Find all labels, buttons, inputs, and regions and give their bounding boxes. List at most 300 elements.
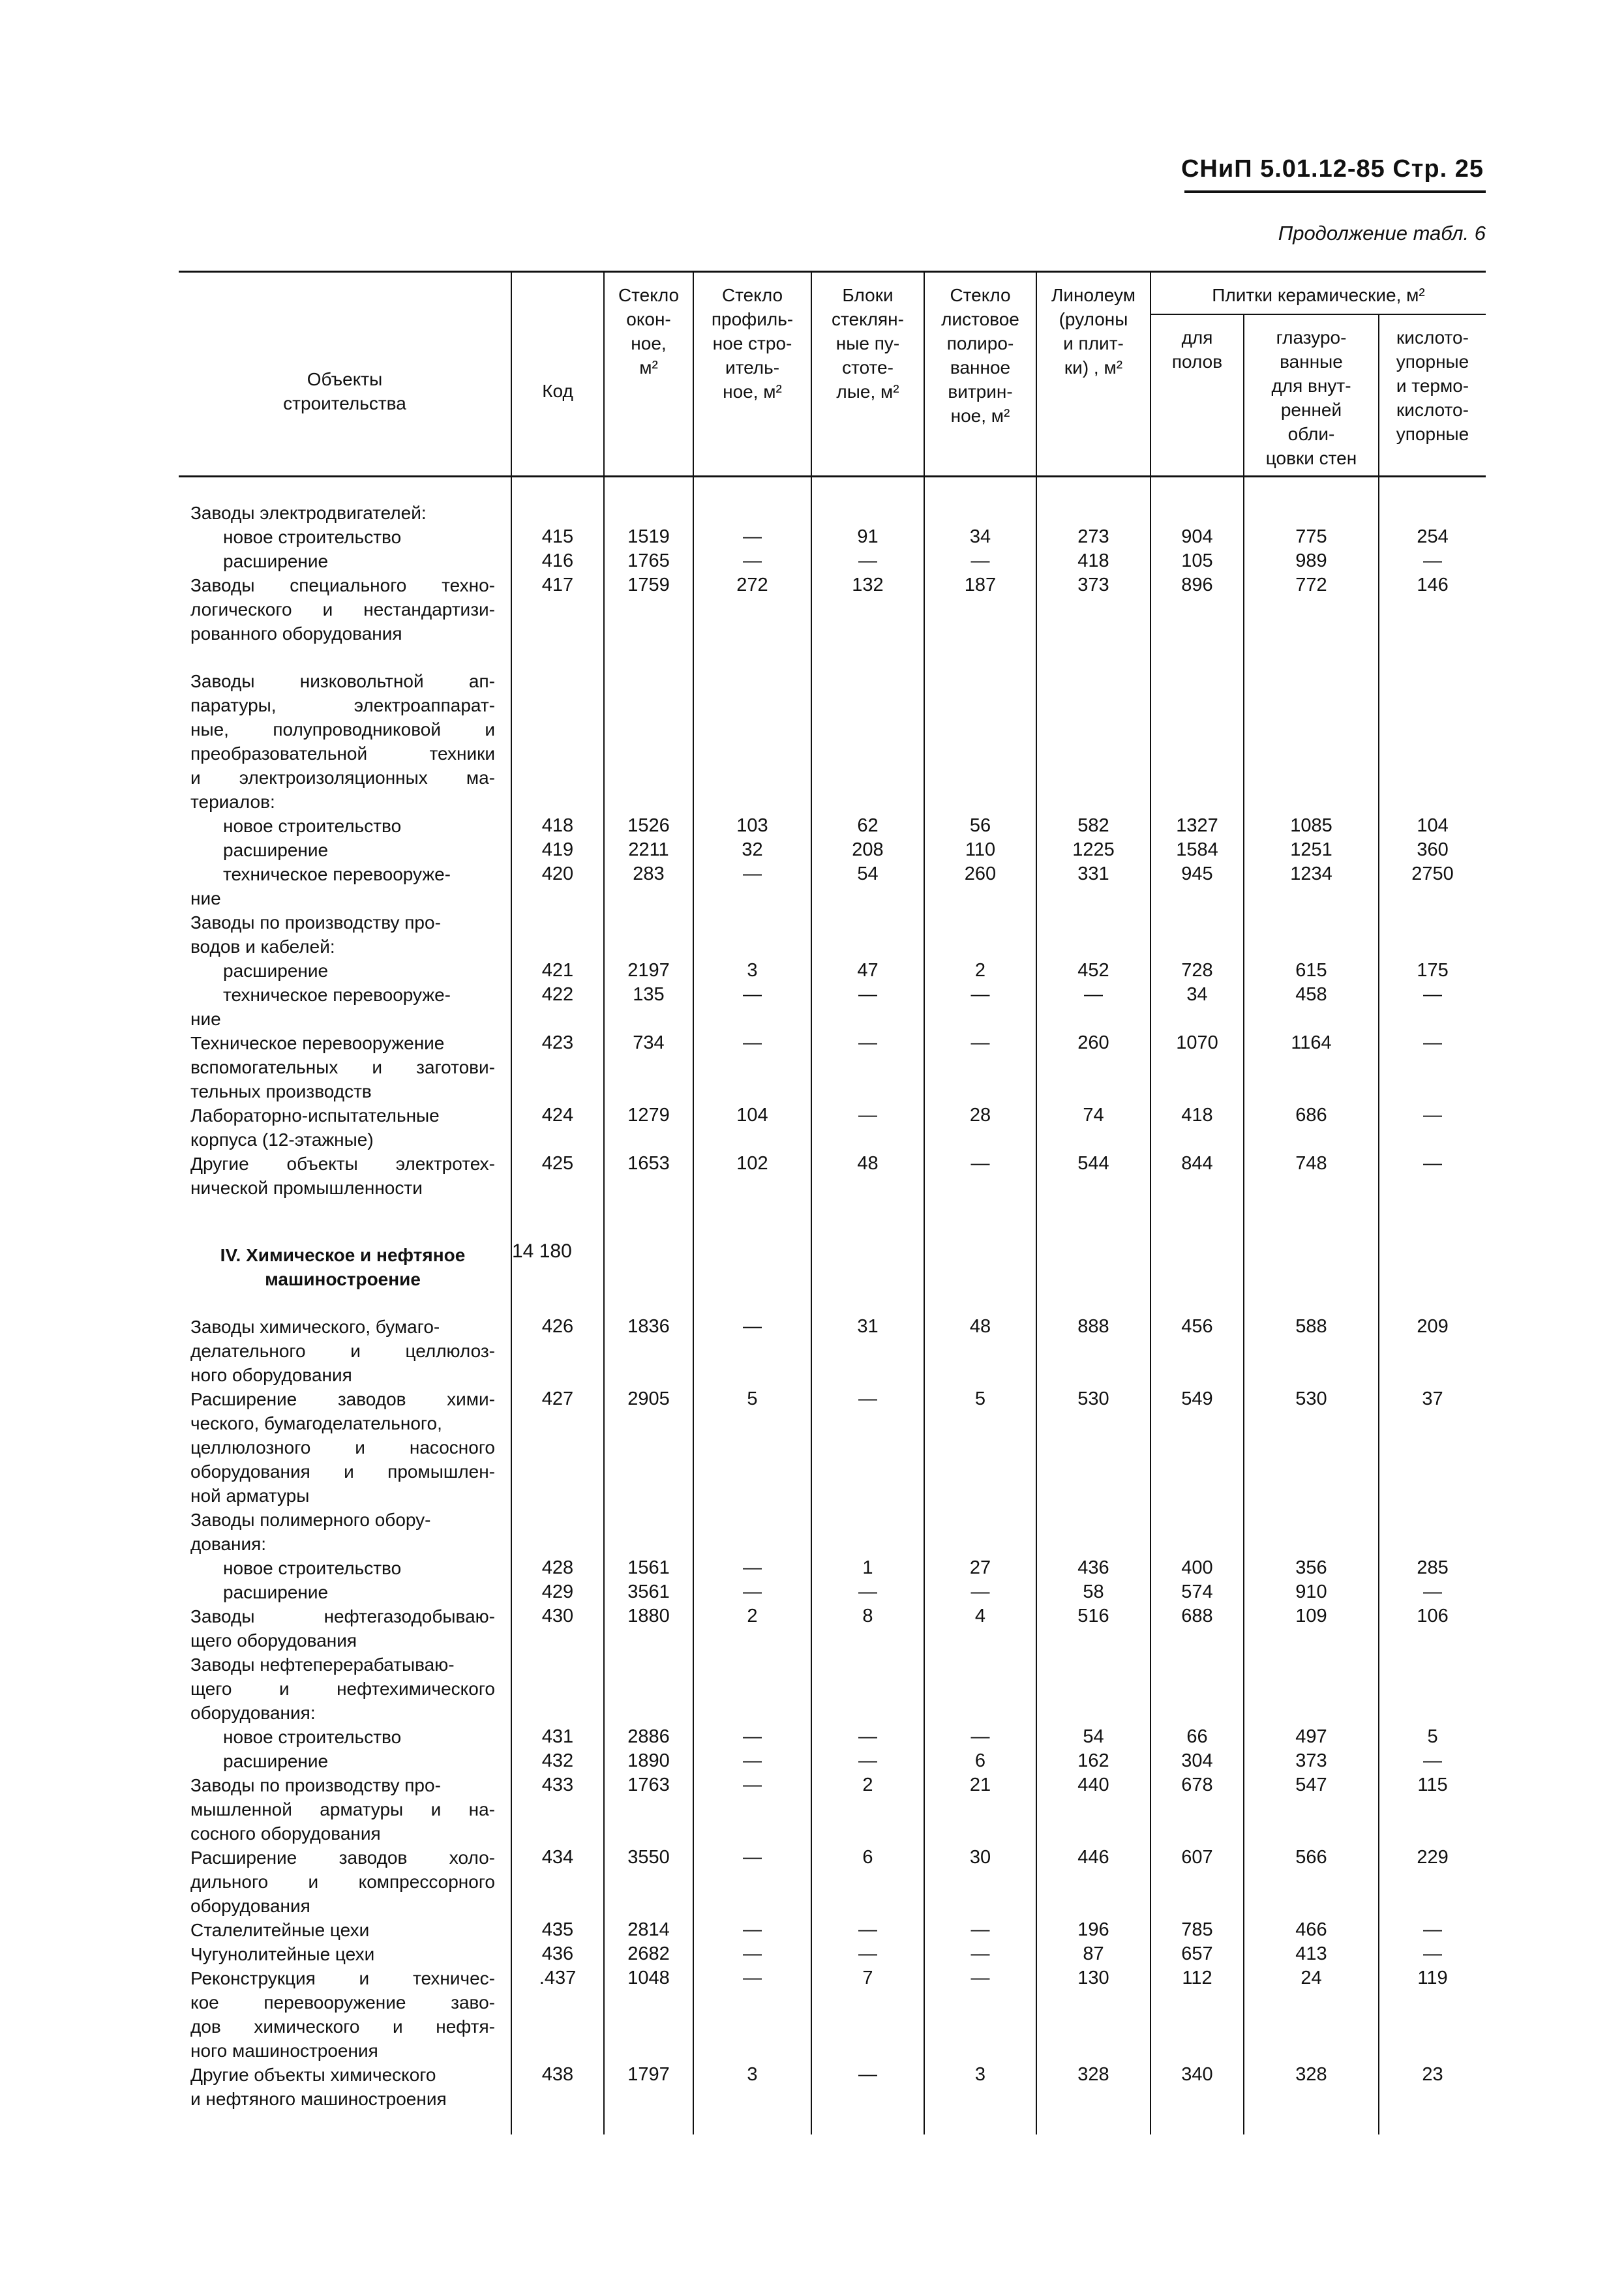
tiles-glazed-value: [1251, 910, 1372, 935]
object-name-line: ные, полупроводниковой и: [190, 719, 495, 740]
object-name-line: делательного и целлюлоз-: [190, 1341, 495, 1361]
glass-window-value: 2905: [627, 1388, 670, 1409]
tiles-floor-cell: [1150, 910, 1244, 1031]
object-name-line: ной арматуры: [190, 1486, 310, 1506]
code-cell: [511, 1918, 604, 1966]
tiles-acid-value: 285: [1417, 1557, 1449, 1578]
materials-table: [179, 271, 1486, 2134]
glass-sheet-value: 6: [974, 1750, 986, 1771]
glass-sheet-value: [931, 693, 1029, 717]
glass-sheet-cell: [924, 910, 1036, 1031]
column-header-linoleum: Линолеум (рулоны и плит- ки) , м²: [1036, 272, 1150, 477]
glass-profile-value: [700, 741, 804, 766]
tiles-glazed-value: 328: [1295, 2064, 1327, 2085]
tiles-floor-value: [1158, 1653, 1237, 1677]
tiles-acid-value: 2750: [1411, 863, 1454, 884]
tiles-acid-value: 209: [1417, 1316, 1449, 1337]
tiles-glazed-cell: [1244, 1604, 1379, 1653]
object-name-line: новое строительство: [223, 1727, 402, 1747]
glass-profile-value: —: [743, 984, 762, 1005]
object-name-cell: [179, 1653, 511, 1773]
glass-window-cell: [604, 1152, 693, 1200]
column-header-objects: Объекты строительства: [179, 272, 511, 477]
linoleum-value: [1044, 717, 1143, 741]
glass-sheet-value: 260: [964, 863, 997, 884]
column-header-glass-window: Стекло окон- ное, м²: [604, 272, 693, 477]
tiles-floor-value: [1158, 790, 1237, 814]
linoleum-value: 1225: [1072, 839, 1115, 860]
glass-blocks-value: 6: [862, 1847, 873, 1868]
linoleum-value: 452: [1077, 960, 1109, 981]
tiles-acid-value: 254: [1417, 526, 1449, 547]
code-cell: [511, 1773, 604, 1846]
tiles-floor-cell: [1150, 1103, 1244, 1152]
glass-sheet-value: [931, 741, 1029, 766]
glass-sheet-value: [931, 669, 1029, 693]
spacer-cell: [811, 1291, 924, 1315]
linoleum-value: 418: [1077, 550, 1109, 571]
linoleum-value: 87: [1083, 1943, 1104, 1964]
spacer-cell: [1036, 646, 1150, 669]
object-name-cell: [179, 910, 511, 1031]
code-cell: [511, 1653, 604, 1773]
spacer-cell: [1036, 1200, 1150, 1239]
tiles-floor-value: [1158, 669, 1237, 693]
tiles-acid-cell: [1379, 1918, 1486, 1966]
glass-profile-value: [700, 935, 804, 959]
glass-window-value: 2814: [627, 1919, 670, 1940]
spacer-cell: [1379, 2111, 1486, 2134]
object-name-line: оборудования:: [190, 1703, 316, 1723]
linoleum-value: 331: [1077, 863, 1109, 884]
object-name-line: щего оборудования: [190, 1630, 357, 1651]
glass-blocks-value: 2: [862, 1774, 873, 1795]
tiles-acid-value: 360: [1417, 839, 1449, 860]
object-name-line: оборудования: [190, 1896, 310, 1916]
empty-cell: [1036, 1239, 1150, 1291]
spacer-cell: [604, 477, 693, 502]
tiles-floor-value: 34: [1186, 984, 1208, 1005]
glass-blocks-cell: [811, 1604, 924, 1653]
spacer-cell: [1244, 1291, 1379, 1315]
tiles-acid-cell: [1379, 1152, 1486, 1200]
glass-blocks-value: —: [858, 1726, 877, 1747]
spacer-cell: [1244, 2111, 1379, 2134]
code-value: 432: [541, 1750, 574, 1771]
spacer-cell: [1244, 646, 1379, 669]
code-value: 425: [541, 1153, 574, 1174]
glass-blocks-cell: [811, 1387, 924, 1508]
tiles-floor-value: 607: [1181, 1847, 1213, 1868]
tiles-glazed-cell: [1244, 501, 1379, 646]
tiles-acid-value: [1386, 669, 1479, 693]
glass-blocks-cell: [811, 669, 924, 910]
linoleum-value: 58: [1083, 1581, 1104, 1602]
linoleum-cell: [1036, 1103, 1150, 1152]
glass-window-value: [611, 935, 686, 959]
object-name-cell: [179, 1103, 511, 1152]
glass-window-value: 2886: [627, 1726, 670, 1747]
object-name-cell: [179, 2063, 511, 2111]
glass-window-value: 1765: [627, 550, 670, 571]
glass-profile-value: 2: [747, 1606, 758, 1626]
glass-profile-value: —: [743, 1032, 762, 1053]
linoleum-value: [1044, 1701, 1143, 1725]
tiles-acid-value: [1386, 717, 1479, 741]
glass-sheet-value: [931, 766, 1029, 790]
linoleum-cell: [1036, 910, 1150, 1031]
tiles-floor-value: [1158, 935, 1237, 959]
glass-blocks-cell: [811, 1152, 924, 1200]
object-name-cell: [179, 1918, 511, 1966]
code-cell: [511, 669, 604, 910]
table-row: [179, 2063, 1486, 2111]
table-row: [179, 1508, 1486, 1604]
spacer-row: [179, 477, 1486, 502]
glass-sheet-cell: [924, 1773, 1036, 1846]
glass-profile-cell: [693, 1966, 811, 2063]
tiles-floor-value: 304: [1181, 1750, 1213, 1771]
table-row: [179, 669, 1486, 910]
glass-window-value: 283: [633, 863, 665, 884]
glass-sheet-value: [931, 501, 1029, 525]
tiles-glazed-value: [1251, 669, 1372, 693]
spacer-cell: [604, 1200, 693, 1239]
glass-profile-value: —: [743, 1968, 762, 1988]
tiles-floor-value: 1327: [1176, 815, 1218, 836]
linoleum-cell: [1036, 1315, 1150, 1387]
code-cell: [511, 1031, 604, 1103]
linoleum-value: [1044, 935, 1143, 959]
object-name-cell: [179, 1846, 511, 1918]
glass-profile-cell: [693, 1315, 811, 1387]
glass-sheet-value: [931, 935, 1029, 959]
glass-blocks-cell: [811, 2063, 924, 2111]
tiles-glazed-value: 588: [1295, 1316, 1327, 1337]
tiles-floor-value: 728: [1181, 960, 1213, 981]
linoleum-value: [1044, 790, 1143, 814]
empty-cell: [1244, 1239, 1379, 1291]
glass-window-value: 2211: [628, 839, 669, 860]
glass-blocks-value: —: [858, 1032, 877, 1053]
object-name-line: Заводы электродвигателей:: [190, 503, 427, 523]
code-value: 421: [541, 960, 574, 981]
glass-blocks-value: 62: [857, 815, 879, 836]
tiles-acid-value: [1386, 935, 1479, 959]
code-cell: [511, 1966, 604, 2063]
spacer-cell: [179, 646, 511, 669]
glass-sheet-cell: [924, 2063, 1036, 2111]
tiles-acid-value: —: [1423, 1105, 1442, 1126]
glass-sheet-value: —: [970, 1919, 990, 1940]
glass-sheet-cell: [924, 501, 1036, 646]
linoleum-value: 516: [1077, 1606, 1109, 1626]
glass-profile-value: [700, 501, 804, 525]
object-name-line: дильного и компрессорного: [190, 1872, 495, 1892]
code-cell: [511, 1315, 604, 1387]
tiles-acid-value: [1386, 1677, 1479, 1701]
object-name-line: расширение: [223, 1751, 329, 1771]
tiles-glazed-cell: [1244, 2063, 1379, 2111]
glass-sheet-value: 21: [969, 1774, 991, 1795]
glass-sheet-value: 34: [969, 526, 991, 547]
glass-profile-cell: [693, 1031, 811, 1103]
tiles-floor-value: 400: [1181, 1557, 1213, 1578]
glass-sheet-value: 5: [974, 1388, 986, 1409]
tiles-floor-value: 1584: [1176, 839, 1218, 860]
glass-window-value: 1653: [627, 1153, 670, 1174]
glass-blocks-value: 91: [857, 526, 879, 547]
glass-window-cell: [604, 1031, 693, 1103]
tiles-floor-value: 105: [1181, 550, 1213, 571]
spacer-cell: [511, 1200, 604, 1239]
glass-blocks-value: [819, 935, 917, 959]
table-row: [179, 1773, 1486, 1846]
tiles-floor-value: 688: [1181, 1606, 1213, 1626]
glass-window-value: [611, 1701, 686, 1725]
tiles-acid-value: [1386, 693, 1479, 717]
code-value: [519, 693, 597, 717]
object-name-cell: [179, 1604, 511, 1653]
glass-blocks-value: —: [858, 1943, 877, 1964]
linoleum-cell: [1036, 1966, 1150, 2063]
tiles-glazed-cell: [1244, 1387, 1379, 1508]
tiles-acid-value: 23: [1422, 2064, 1443, 2085]
spacer-row: [179, 2111, 1486, 2134]
spacer-cell: [924, 646, 1036, 669]
tiles-floor-value: 904: [1181, 526, 1213, 547]
tiles-floor-value: 112: [1182, 1968, 1212, 1988]
object-name-line: и электроизоляционных ма-: [190, 768, 495, 788]
object-name-line: Другие объекты химического: [190, 2065, 436, 2085]
linoleum-value: [1044, 1677, 1143, 1701]
linoleum-value: [1044, 1653, 1143, 1677]
glass-sheet-cell: [924, 1031, 1036, 1103]
tiles-acid-value: [1386, 910, 1479, 935]
tiles-floor-cell: [1150, 501, 1244, 646]
glass-blocks-value: —: [858, 1388, 877, 1409]
glass-profile-value: 3: [747, 2064, 758, 2085]
glass-blocks-cell: [811, 1918, 924, 1966]
linoleum-value: 436: [1077, 1557, 1109, 1578]
glass-window-cell: [604, 1604, 693, 1653]
object-name-cell: [179, 1315, 511, 1387]
glass-blocks-value: [819, 790, 917, 814]
glass-blocks-value: —: [858, 984, 877, 1005]
column-header-glass-blocks: Блоки стеклян- ные пу- стоте- лые, м²: [811, 272, 924, 477]
object-name-line: ческого, бумагоделательного,: [190, 1413, 442, 1433]
glass-profile-value: —: [743, 1847, 762, 1868]
object-name-line: Лабораторно-испытательные: [190, 1105, 440, 1126]
linoleum-value: 162: [1077, 1750, 1109, 1771]
tiles-acid-value: —: [1423, 1919, 1442, 1940]
code-cell: [511, 1387, 604, 1508]
glass-window-cell: [604, 910, 693, 1031]
spacer-row: [179, 1291, 1486, 1315]
tiles-acid-value: —: [1423, 550, 1442, 571]
glass-window-value: 1526: [627, 815, 670, 836]
glass-profile-cell: [693, 1918, 811, 1966]
glass-blocks-value: —: [858, 2064, 877, 2085]
glass-profile-value: 32: [742, 839, 763, 860]
object-name-line: Заводы по производству про-: [190, 912, 441, 933]
object-name-line: Расширение заводов хими-: [190, 1389, 495, 1409]
glass-profile-value: [700, 669, 804, 693]
tiles-acid-value: 106: [1417, 1606, 1449, 1626]
empty-cell: [1379, 1239, 1486, 1291]
tiles-floor-value: [1158, 766, 1237, 790]
glass-window-cell: [604, 1315, 693, 1387]
tiles-acid-value: —: [1423, 1943, 1442, 1964]
object-name-cell: [179, 1387, 511, 1508]
glass-sheet-value: —: [970, 1153, 990, 1174]
linoleum-value: [1044, 910, 1143, 935]
spacer-cell: [693, 477, 811, 502]
code-cell: [511, 1846, 604, 1918]
object-name-line: Заводы низковольтной ап-: [190, 671, 495, 691]
tiles-glazed-value: 772: [1295, 575, 1327, 595]
glass-sheet-value: [931, 717, 1029, 741]
code-cell: [511, 501, 604, 646]
tiles-glazed-cell: [1244, 1152, 1379, 1200]
code-value: [519, 1532, 597, 1556]
tiles-floor-value: 657: [1181, 1943, 1213, 1964]
tiles-glazed-cell: [1244, 669, 1379, 910]
glass-blocks-value: [819, 1677, 917, 1701]
linoleum-value: 260: [1077, 1032, 1109, 1053]
spacer-cell: [924, 2111, 1036, 2134]
linoleum-cell: [1036, 669, 1150, 910]
glass-profile-value: 102: [736, 1153, 768, 1174]
glass-window-cell: [604, 1966, 693, 2063]
tiles-floor-value: [1158, 1508, 1237, 1532]
spacer-row: [179, 1200, 1486, 1239]
glass-sheet-cell: [924, 1315, 1036, 1387]
code-cell: [511, 1604, 604, 1653]
glass-profile-value: —: [743, 1774, 762, 1795]
tiles-floor-cell: [1150, 1966, 1244, 2063]
glass-blocks-value: [819, 1701, 917, 1725]
code-value: [519, 766, 597, 790]
glass-profile-value: [700, 1701, 804, 1725]
object-name-line: техническое перевооруже-: [223, 864, 451, 884]
glass-window-value: [611, 910, 686, 935]
spacer-cell: [1150, 477, 1244, 502]
glass-blocks-cell: [811, 1846, 924, 1918]
object-name-line: Реконструкция и техничес-: [190, 1968, 495, 1988]
tiles-glazed-value: [1251, 790, 1372, 814]
tiles-glazed-cell: [1244, 1918, 1379, 1966]
tiles-glazed-value: 24: [1301, 1968, 1322, 1988]
tiles-glazed-value: 1234: [1290, 863, 1332, 884]
linoleum-value: 373: [1077, 575, 1109, 595]
glass-window-value: 1759: [627, 575, 670, 595]
object-name-cell: [179, 1773, 511, 1846]
spacer-cell: [811, 2111, 924, 2134]
object-name-cell: [179, 669, 511, 910]
object-name-line: Заводы нефтегазодобываю-: [190, 1606, 495, 1626]
glass-profile-cell: [693, 910, 811, 1031]
code-value: 438: [541, 2064, 574, 2085]
object-name-line: Заводы полимерного обору-: [190, 1510, 431, 1530]
tiles-floor-value: 549: [1181, 1388, 1213, 1409]
glass-sheet-value: —: [970, 1943, 990, 1964]
empty-cell: [811, 1239, 924, 1291]
tiles-glazed-cell: [1244, 910, 1379, 1031]
code-cell: [511, 1103, 604, 1152]
table-header: [179, 272, 1486, 477]
spacer-cell: [1244, 477, 1379, 502]
tiles-glazed-value: [1251, 1653, 1372, 1677]
tiles-acid-value: 229: [1417, 1847, 1449, 1868]
glass-profile-value: —: [743, 1726, 762, 1747]
glass-profile-value: [700, 910, 804, 935]
glass-blocks-value: 31: [857, 1316, 879, 1337]
spacer-cell: [693, 646, 811, 669]
tiles-glazed-value: [1251, 501, 1372, 525]
code-value: [519, 1653, 597, 1677]
tiles-acid-cell: [1379, 1604, 1486, 1653]
code-value: 419: [541, 839, 574, 860]
code-value: 415: [541, 526, 574, 547]
glass-profile-value: —: [743, 1750, 762, 1771]
glass-blocks-value: [819, 501, 917, 525]
glass-window-value: 1561: [627, 1557, 670, 1578]
tiles-acid-value: [1386, 1701, 1479, 1725]
code-value: 436: [541, 1943, 574, 1964]
glass-window-value: [611, 669, 686, 693]
tiles-acid-cell: [1379, 1315, 1486, 1387]
table-row: [179, 1966, 1486, 2063]
glass-sheet-value: [931, 1677, 1029, 1701]
glass-profile-cell: [693, 1508, 811, 1604]
linoleum-value: —: [1084, 984, 1103, 1005]
linoleum-value: 196: [1077, 1919, 1109, 1940]
code-value: 423: [541, 1032, 574, 1053]
code-value: 416: [541, 550, 574, 571]
tiles-glazed-value: 615: [1295, 960, 1327, 981]
object-name-line: Техническое перевооружение: [190, 1033, 445, 1053]
code-cell: [511, 2063, 604, 2111]
materials-table-container: [179, 271, 1486, 2134]
object-name-line: расширение: [223, 1582, 329, 1602]
glass-sheet-value: [931, 1508, 1029, 1532]
code-value: [519, 1677, 597, 1701]
tiles-acid-value: [1386, 741, 1479, 766]
glass-blocks-value: 7: [862, 1968, 873, 1988]
glass-blocks-value: [819, 693, 917, 717]
tiles-glazed-value: 413: [1295, 1943, 1327, 1964]
table-row: [179, 1846, 1486, 1918]
object-name-line: Чугунолитейные цехи: [190, 1944, 375, 1964]
glass-profile-value: [700, 693, 804, 717]
linoleum-cell: [1036, 1604, 1150, 1653]
spacer-row: [179, 646, 1486, 669]
code-value: [519, 1701, 597, 1725]
tiles-glazed-value: 748: [1295, 1153, 1327, 1174]
glass-sheet-value: [931, 1701, 1029, 1725]
glass-window-value: 734: [633, 1032, 665, 1053]
code-cell: [511, 1508, 604, 1604]
object-name-line: расширение: [223, 961, 329, 981]
object-name-line: ного оборудования: [190, 1365, 352, 1385]
glass-blocks-value: —: [858, 1750, 877, 1771]
object-name-line: Заводы специального техно-: [190, 575, 495, 595]
object-name-line: дов химического и нефтя-: [190, 2016, 495, 2037]
object-name-line: нической промышленности: [190, 1178, 423, 1198]
code-cell: [511, 910, 604, 1031]
table-row: [179, 1103, 1486, 1152]
